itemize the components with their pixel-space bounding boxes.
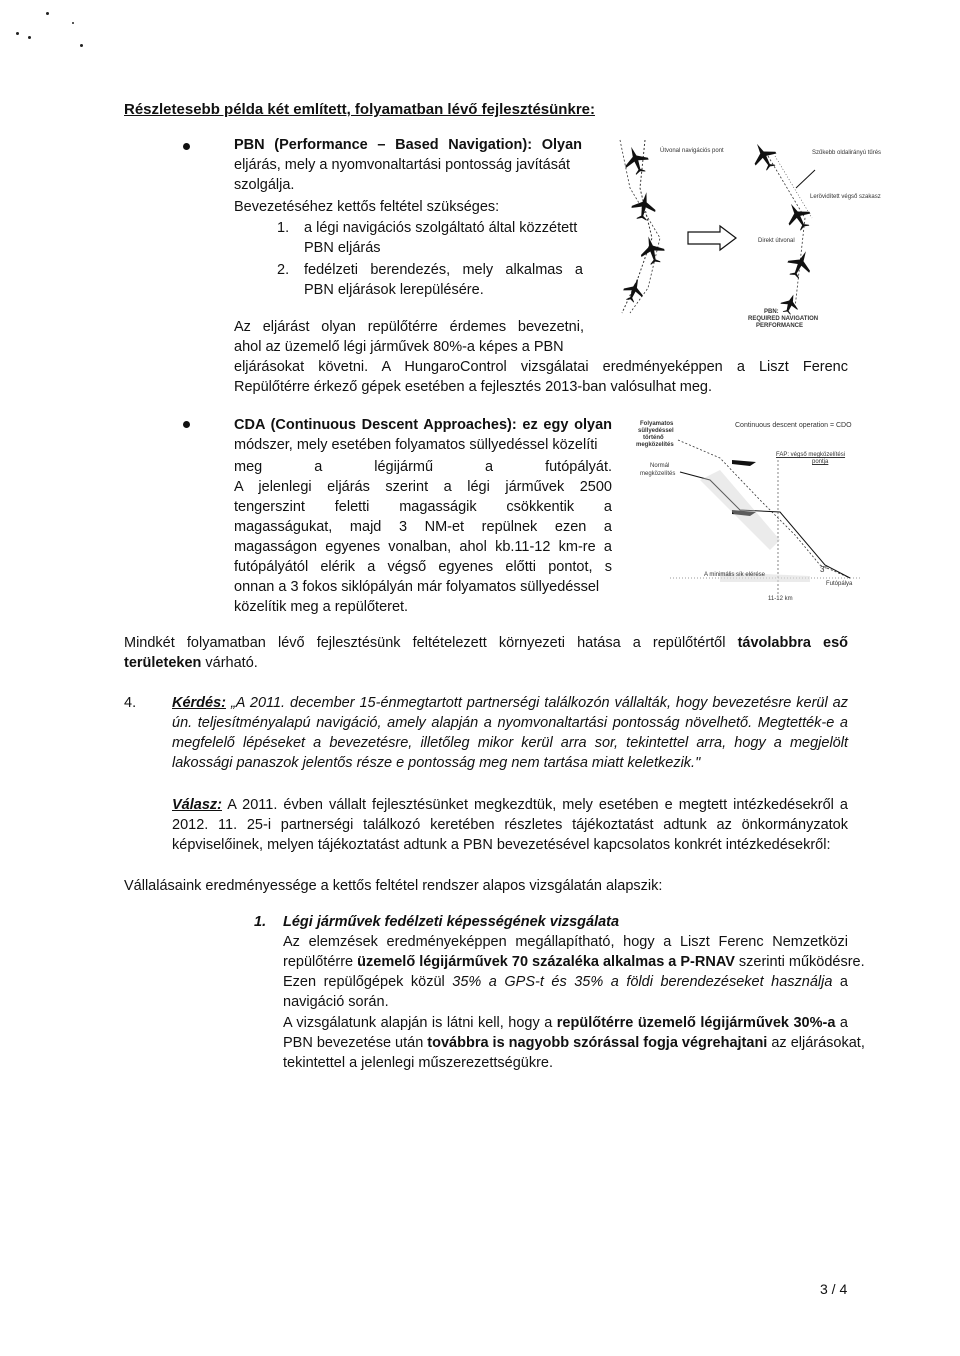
scan-speck (28, 36, 31, 39)
answer-label: Válasz: (172, 797, 222, 813)
section-p2-line-3: tekintettel a jelenlegi műszerezettségükre. (283, 1055, 554, 1071)
aircraft-icon (747, 138, 782, 174)
pbn-line-2: eljárás, mely a nyomvonaltartási pontosság javítását (234, 157, 571, 173)
section-p2-text-1b: repülőtérre üzemelő légijárművek 30%-a (556, 1015, 836, 1031)
section-p2-text-2c: az eljárásokat, (767, 1035, 865, 1051)
pbn-intro-3: eljárásokat követni. A HungaroControl vizsgálatai eredményeképpen a Liszt Ferenc (234, 359, 848, 375)
summary-emphasis-2: területeken (124, 655, 202, 671)
section-p2-text-2b: továbbra is nagyobb szórással fogja végrehajtani (427, 1035, 768, 1051)
cda-line-1-text: CDA (Continuous Descent Approaches): ez egy olyan (234, 417, 612, 433)
summary-emphasis-1: távolabbra eső (737, 635, 849, 651)
cda-label-normal-2: megközelítés (640, 471, 676, 477)
cda-label-fap-2: pontja (812, 459, 829, 465)
section-title: Légi járművek fedélzeti képességének vizsgálata (283, 914, 620, 930)
label-shortened: Lerövidített végső szakasz (810, 194, 881, 200)
cda-label-continuous-2: süllyedéssel (638, 428, 674, 434)
question-text-1: „A 2011. december 15-énmegtartott partnerségi találkozón vállalták, hogy bevezetésre kerül az (226, 695, 848, 711)
label-rnp-1: REQUIRED NAVIGATION (748, 316, 819, 322)
arrow-icon (688, 226, 736, 250)
scan-speck (16, 32, 19, 35)
answer-line-3: képviselőinek, melyen tájékoztatást adtunk a PBN bevezetésével kapcsolatos konkrét intézkedésekről: (172, 837, 831, 853)
page-number: 3 / 4 (820, 1281, 848, 1297)
cda-line-3e: futópályát. (545, 459, 613, 475)
page-heading: Részletesebb példa két említett, folyamatban lévő fejlesztésünkre: (124, 101, 595, 118)
section-p1-line-4: navigáció során. (283, 994, 389, 1010)
section-p1-text-3b: 35% a GPS-t és 35% a földi berendezéseket használja (452, 974, 833, 990)
pbn-intro-1: Az eljárást olyan repülőtérre érdemes bevezetni, (234, 319, 584, 335)
question-number: 4. (124, 695, 137, 711)
section-p1-line-3 (283, 973, 848, 992)
section-number: 1. (254, 914, 267, 930)
cda-line-3 (234, 458, 612, 477)
question-label: Kérdés: (172, 695, 226, 711)
cda-line-1 (234, 416, 612, 435)
label-rnp-2: PERFORMANCE (756, 323, 804, 329)
cda-label-runway: Futópálya (826, 581, 853, 587)
section-p1-text-2b: üzemelő légijárművek 70 százaléka alkalmas a P-RNAV (357, 954, 735, 970)
cda-label-continuous-3: történő (643, 435, 664, 441)
question-line-3: megfelelő lépéseket a bevezetésre, illetőleg mikor kerül arra sor, tekintettel arra, hogy a megjelölt (172, 735, 848, 751)
cda-line-6: magasságukat, majd 3 NM-et repülnek ezen a (234, 519, 612, 535)
cda-label-fap-1: FAP: végső megközelítési (776, 452, 846, 458)
label-waypoint: Útvonal navigációs pont (660, 148, 724, 154)
pbn-line-4: Bevezetéséhez kettős feltétel szükséges: (234, 199, 500, 215)
cda-label-angle: 3° (820, 565, 828, 574)
pbn-line-1-text: PBN (Performance – Based Navigation): Olyan (234, 137, 582, 153)
pbn-item-2-b: PBN eljárások lerepülésére. (304, 282, 484, 298)
cda-label-distance: 11-12 km (768, 596, 793, 602)
cda-label-min: A minimális sík elérése (704, 572, 766, 578)
label-direct: Direkt útvonal (758, 238, 795, 244)
section-p2-text-1c: a (835, 1015, 848, 1031)
aircraft-icon (783, 246, 817, 282)
question-line-1 (172, 694, 848, 713)
section-p2-line-1 (283, 1014, 848, 1033)
label-pbn: PBN: (764, 309, 779, 315)
section-p1-text-2a: repülőtérre (283, 954, 358, 970)
cda-label-title: Continuous descent operation = CDO (735, 422, 852, 429)
summary-text-1: Mindkét folyamatban lévő fejlesztésünk feltételezett környezeti hatása a repülőtértől (124, 635, 738, 651)
scan-speck (72, 22, 74, 24)
question-line-4: lakossági panaszok jelentős része e pontosság meg nem tartása miatt keletkezik." (172, 755, 701, 771)
pbn-item-2-a: fedélzeti berendezés, mely alkalmas a (304, 262, 583, 278)
cda-label-normal-1: Normál (650, 463, 670, 469)
question-line-2: ún. teljesítményalapú navigáció, amely alapján a nyomvonaltartási pontosság növelhető. Megtették-e a (172, 715, 848, 731)
bullet (183, 143, 190, 150)
pbn-intro-4: Repülőtérre érkező gépek esetében a fejlesztés 2013-ban valósulhat meg. (234, 379, 712, 395)
summary-line-2 (124, 654, 258, 673)
answer-text-1: A 2011. évben vállalt fejlesztésünket megkezdtük, mely esetében e megtett intézkedésekről a (221, 797, 848, 813)
aircraft-icon (620, 143, 652, 178)
cda-line-3a: meg (234, 459, 263, 475)
section-p1-text-2c: szerinti működésre. (734, 954, 865, 970)
descent-corridor (700, 470, 780, 550)
section-p1-text-3a: Ezen repülőgépek közül (283, 974, 453, 990)
cda-line-2: módszer, mely esetében folyamatos süllyedéssel közelíti (234, 437, 598, 453)
scan-speck (80, 44, 83, 47)
pbn-line-1 (234, 136, 582, 155)
label-narrow: Szűkebb oldalirányú tűrés (812, 150, 882, 156)
section-p2-text-1a: A vizsgálatunk alapján is látni kell, hogy a (283, 1015, 557, 1031)
cda-label-continuous-4: megközelítés (636, 442, 674, 448)
cda-line-4: A jelenlegi eljárás szerint a légi járművek 2500 (234, 479, 612, 495)
pbn-item-1-num: 1. (277, 220, 290, 236)
answer-line-1 (172, 796, 848, 815)
section-p2-line-2 (283, 1034, 865, 1053)
cda-line-3c: légijármű (374, 459, 434, 475)
aircraft-icon (620, 275, 647, 304)
cda-line-5: tengerszint feletti magasságik csökkentik a (234, 499, 612, 515)
section-p1-line-1: Az elemzések eredményeképpen megállapítható, hogy a Liszt Ferenc Nemzetközi (283, 934, 848, 950)
scan-speck (46, 12, 49, 15)
section-p1-text-3c: a (832, 974, 848, 990)
answer-line-2: 2012. 11. 25-i partnerségi találkozó keretében részletes tájékoztatást adtunk az önkormányzatok (172, 817, 848, 833)
aircraft-icon (732, 460, 756, 466)
cda-line-7: magasságon egyenes vonalban, ahol kb.11-12 km-re a (234, 539, 612, 555)
section-p2-text-2a: PBN bevezetése után (283, 1035, 428, 1051)
summary-line-1 (124, 634, 848, 653)
section-p1-line-2 (283, 953, 865, 972)
cda-line-8: futópályától elérik a végső egyenes előtti pontot, s (234, 559, 612, 575)
cda-line-3b: a (314, 459, 323, 475)
pbn-item-2-num: 2. (277, 262, 290, 278)
cda-line-10: közelítik meg a repülőteret. (234, 599, 409, 615)
pbn-item-1-b: PBN eljárás (304, 240, 381, 256)
pbn-line-3: szolgálja. (234, 177, 295, 193)
pointer-line (796, 170, 815, 188)
pbn-diagram (600, 128, 880, 338)
pbn-intro-2: ahol az üzemelő légi járművek 80%-a képes a PBN (234, 339, 564, 355)
bullet (183, 421, 190, 428)
summary-text-2: várható. (201, 655, 258, 671)
cda-line-3d: a (485, 459, 494, 475)
cda-label-continuous-1: Folyamatos (640, 421, 674, 427)
aircraft-icon (781, 198, 816, 234)
commitment-line: Vállalásaink eredményessége a kettős feltétel rendszer alapos vizsgálatán alapszik: (124, 878, 663, 894)
pbn-item-1-a: a légi navigációs szolgáltató által közzétett (304, 220, 578, 236)
cda-line-9: onnan a 3 fokos siklópályán már folyamatos süllyedéssel (234, 579, 600, 595)
aircraft-icon (778, 292, 802, 317)
